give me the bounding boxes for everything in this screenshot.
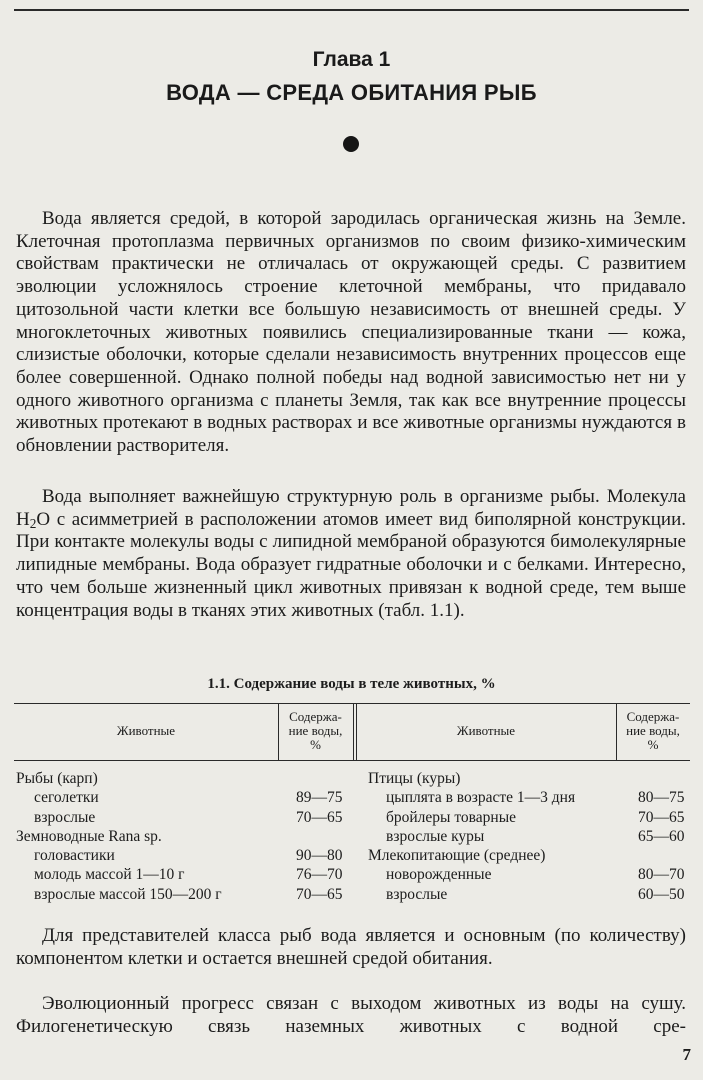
row-water-content: 89—75 [296,789,343,807]
row-animal-name: Земноводные Rana sp. [16,827,162,845]
row-animal-name: сеголетки [34,789,99,807]
row-animal-name: молодь массой 1—10 г [34,866,185,884]
row-water-content: 80—70 [638,866,685,884]
row-animal-name: взрослые массой 150—200 г [34,885,222,903]
header-content-left-line: ние воды, [288,723,343,738]
row-animal-name: цыплята в возрасте 1—3 дня [386,789,576,807]
row-water-content: 70—65 [296,885,343,903]
table-row [368,846,690,865]
row-animal-name: взрослые [386,885,448,903]
table-row [16,808,352,827]
header-animals-right: Животные [456,723,516,738]
row-water-content: 60—50 [638,885,685,903]
header-content-left [278,710,353,752]
table-caption: 1.1. Содержание воды в теле животных, % [207,676,496,692]
page-number: 7 [682,1045,691,1064]
table-header-rule [14,760,690,761]
top-rule [14,9,689,11]
row-water-content: 70—65 [296,808,343,826]
table-row [368,865,690,884]
table-row [16,827,352,846]
row-animal-name: головастики [34,847,115,865]
table-row [16,865,352,884]
row-animal-name: бройлеры товарные [386,808,516,826]
table-row [368,885,690,904]
table-left-column [16,769,352,904]
table-row [16,885,352,904]
table-row [368,788,690,807]
section-bullet [343,136,359,152]
header-content-right-line: % [647,737,659,752]
paragraph-3: Для представителей класса рыб вода является и основным (по количеству) компонентом клетки и остается внешней средой обитания. [16,925,686,969]
paragraph-2 [16,486,686,622]
header-content-right-line: ние воды, [626,723,680,738]
header-content-right-line: Содержа- [626,709,680,724]
row-water-content: 80—75 [638,789,685,807]
row-water-content: 76—70 [296,866,343,884]
paragraph-2-text-b: O с асимметрией в расположении атомов имеет вид биполярной конструкции. При контакте молекулы воды с липидной мембраной образуются бимолекулярные липидные мембраны. Вода образует гидратные оболочки и с белками. Интересно, что чем больше жизненный цикл животных привязан к водной среде, тем выше концентрация воды в тканях этих животных (табл. 1.1). [16,508,686,621]
header-animals-left: Животные [116,723,176,738]
table-row [16,788,352,807]
header-content-left-line: Содержа- [289,709,342,724]
chapter-title: ВОДА — СРЕДА ОБИТАНИЯ РЫБ [166,80,537,105]
row-animal-name: взрослые [34,808,96,826]
table-row [16,769,352,788]
row-animal-name: Птицы (куры) [368,770,461,787]
header-content-right [616,710,690,752]
paragraph-1: Вода является средой, в которой зародилась органическая жизнь на Земле. Клеточная протоплазма первичных организмов по своим физико-химическим свойствам практически не отличалась от окружающей среды. С развитием эволюции усложнялось строение клеточной мембраны, что придавало цитозольной части клетки все большую независимость от внешней среды. У многоклеточных животных появились специализированные ткани — кожа, слизистые оболочки, которые сделали независимость внутренних процессов еще более совершенной. Однако полной победы над водной зависимостью нет ни у одного животного организма с планеты Земля, так как все внутренние процессы животных протекают в водных растворах и все животные организмы нуждаются в обновлении растворителя. [16,208,686,457]
row-water-content: 70—65 [638,808,685,826]
paragraph-4: Эволюционный прогресс связан с выходом животных из воды на сушу. Филогенетическую связь наземных животных с водной сре- [16,993,686,1037]
table-right-column [368,769,690,904]
row-animal-name: Млекопитающие (среднее) [368,847,546,865]
table-row [368,808,690,827]
paragraph-2-subscript: 2 [29,515,37,531]
table-vline [353,703,354,760]
table-row [368,827,690,846]
table-row [368,769,690,788]
paragraph-2-text-a: Вода выполняет важнейшую структурную роль в организме рыбы. Молекула H [16,486,686,530]
chapter-number: Глава 1 [312,48,391,71]
row-water-content: 65—60 [638,827,685,845]
row-animal-name: новорожденные [386,866,492,884]
table-row [16,846,352,865]
header-content-left-line: % [310,737,321,752]
row-water-content: 90—80 [296,847,343,865]
row-animal-name: взрослые куры [386,827,485,845]
table-top-rule [14,703,690,704]
row-animal-name: Рыбы (карп) [16,770,98,787]
